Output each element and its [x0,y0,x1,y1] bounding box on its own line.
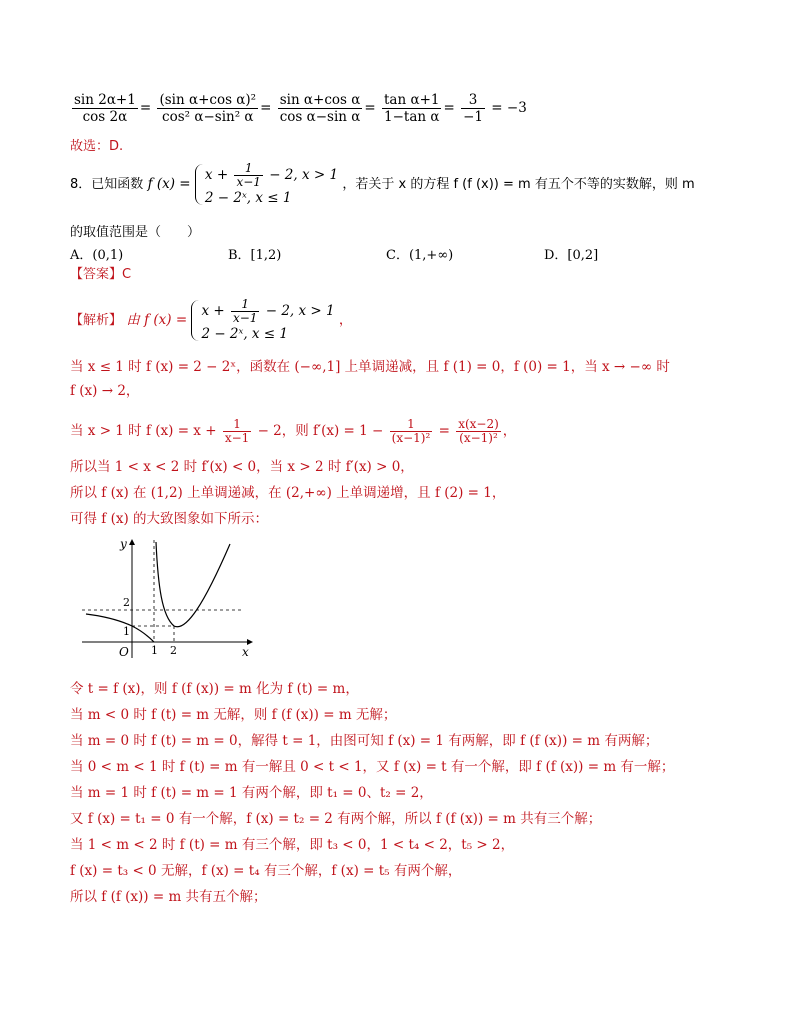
analysis-line-12: 又 f (x) = t₁ = 0 有一个解，f (x) = t₂ = 2 有两个解，所以 f (f (x)) = m 共有三个解； [70,811,602,827]
analysis-line-6: 可得 f (x) 的大致图象如下所示： [70,511,269,527]
answer-label: 【答案】C [70,267,132,282]
fraction: $\frac{\sin 2\alpha+1}{\cos 2\alpha}$ [74,92,136,125]
piecewise-function: x + $\frac{1}{x-1}$ − 2, x > 1 2 − 2ˣ, x ≤ 1 [191,298,334,343]
y-tick-1: 1 [123,625,130,638]
choice-b: B．[1,2) [228,248,282,263]
origin-label: O [119,645,129,659]
question-8-line2: 的取值范围是（ ） [70,225,201,240]
y-axis-label: y [120,537,127,551]
x-axis-label: x [242,645,249,659]
analysis-line-13: 当 1 < m < 2 时 f (t) = m 有三个解，即 t₃ < 0，1 < t₄ < 2，t₅ > 2， [70,837,515,853]
curve-left-branch [86,614,154,642]
curve-right-branch [156,542,230,627]
previous-answer: 故选：D. [70,139,124,154]
analysis-line-14: f (x) = t₃ < 0 无解，f (x) = t₄ 有三个解，f (x) = t₅ 有两个解， [70,863,462,879]
analysis-line-5: 所以 f (x) 在 (1,2) 上单调递减，在 (2,+∞) 上单调递增，且 f (2) = 1， [70,485,506,501]
analysis-line-4: 所以当 1 < x < 2 时 f′(x) < 0，当 x > 2 时 f′(x) > 0， [70,459,414,475]
analysis-line-10: 当 0 < m < 1 时 f (t) = m 有一解且 0 < t < 1，又 f (x) = t 有一个解，即 f (f (x)) = m 有一解； [70,759,675,775]
top-equation: $\frac{\sin 2\alpha+1}{\cos 2\alpha}$ = $\frac{\text{(sin α+cos α)²}}{\text{cos² α−sin² α}}$ = $\frac{\text{sin α+cos α}}{\text{cos α−sin α}}$ = $\frac{\text{tan α+1}}{\text{1−tan α}}$ = $\frac{3}{-1}$ = −3 [74,92,527,125]
x-tick-2: 2 [170,644,177,657]
analysis-line-9: 当 m = 0 时 f (t) = m = 0，解得 t = 1，由图可知 f (x) = 1 有两解，即 f (f (x)) = m 有两解； [70,733,659,749]
function-graph [82,536,262,660]
analysis-line-8: 当 m < 0 时 f (t) = m 无解，则 f (f (x)) = m 无解； [70,707,397,723]
y-tick-2: 2 [123,596,130,609]
x-tick-1: 1 [151,644,158,657]
choice-a: A．(0,1) [70,248,124,263]
analysis-line-2: f (x) → 2， [70,383,140,399]
analysis-line-1: 当 x ≤ 1 时 f (x) = 2 − 2ˣ，函数在 (−∞,1] 上单调递减，且 f (1) = 0，f (0) = 1，当 x → −∞ 时 [70,359,670,375]
fraction: $\frac{\text{sin α+cos α}}{\text{cos α−sin α}}$ [279,92,361,125]
fraction: $\frac{3}{-1}$ [463,92,483,125]
fraction: $\frac{\text{(sin α+cos α)²}}{\text{cos² α−sin² α}}$ [159,92,257,125]
question-8: 8．已知函数 f (x) = x + $\frac{1}{x-1}$ − 2, x > 1 2 − 2ˣ, x ≤ 1 ，若关于 x 的方程 f (f (x)) = m 有五个不等的实数解，则 m [70,161,695,206]
analysis-line-15: 所以 f (f (x)) = m 共有五个解； [70,889,267,905]
analysis-line-3: 当 x > 1 时 f (x) = x + $\frac{1}{x-1}$ − 2，则 f′(x) = 1 − $\frac{1}{\text{(x−1)²}}$ = $\frac{x(x-2)}{\text{(x−1)²}}$ ， [70,417,517,445]
analysis-intro: 【解析】 由 f (x) = x + $\frac{1}{x-1}$ − 2, x > 1 2 − 2ˣ, x ≤ 1 ， [70,297,353,342]
fraction: $\frac{\text{tan α+1}}{\text{1−tan α}}$ [384,92,440,125]
piecewise-function: x + $\frac{1}{x-1}$ − 2, x > 1 2 − 2ˣ, x ≤ 1 [195,162,338,207]
analysis-line-11: 当 m = 1 时 f (t) = m = 1 有两个解，即 t₁ = 0、t₂ = 2， [70,785,433,801]
choice-c: C．(1,+∞) [386,248,454,263]
analysis-line-7: 令 t = f (x)，则 f (f (x)) = m 化为 f (t) = m， [70,681,359,697]
choice-d: D．[0,2] [544,248,599,263]
